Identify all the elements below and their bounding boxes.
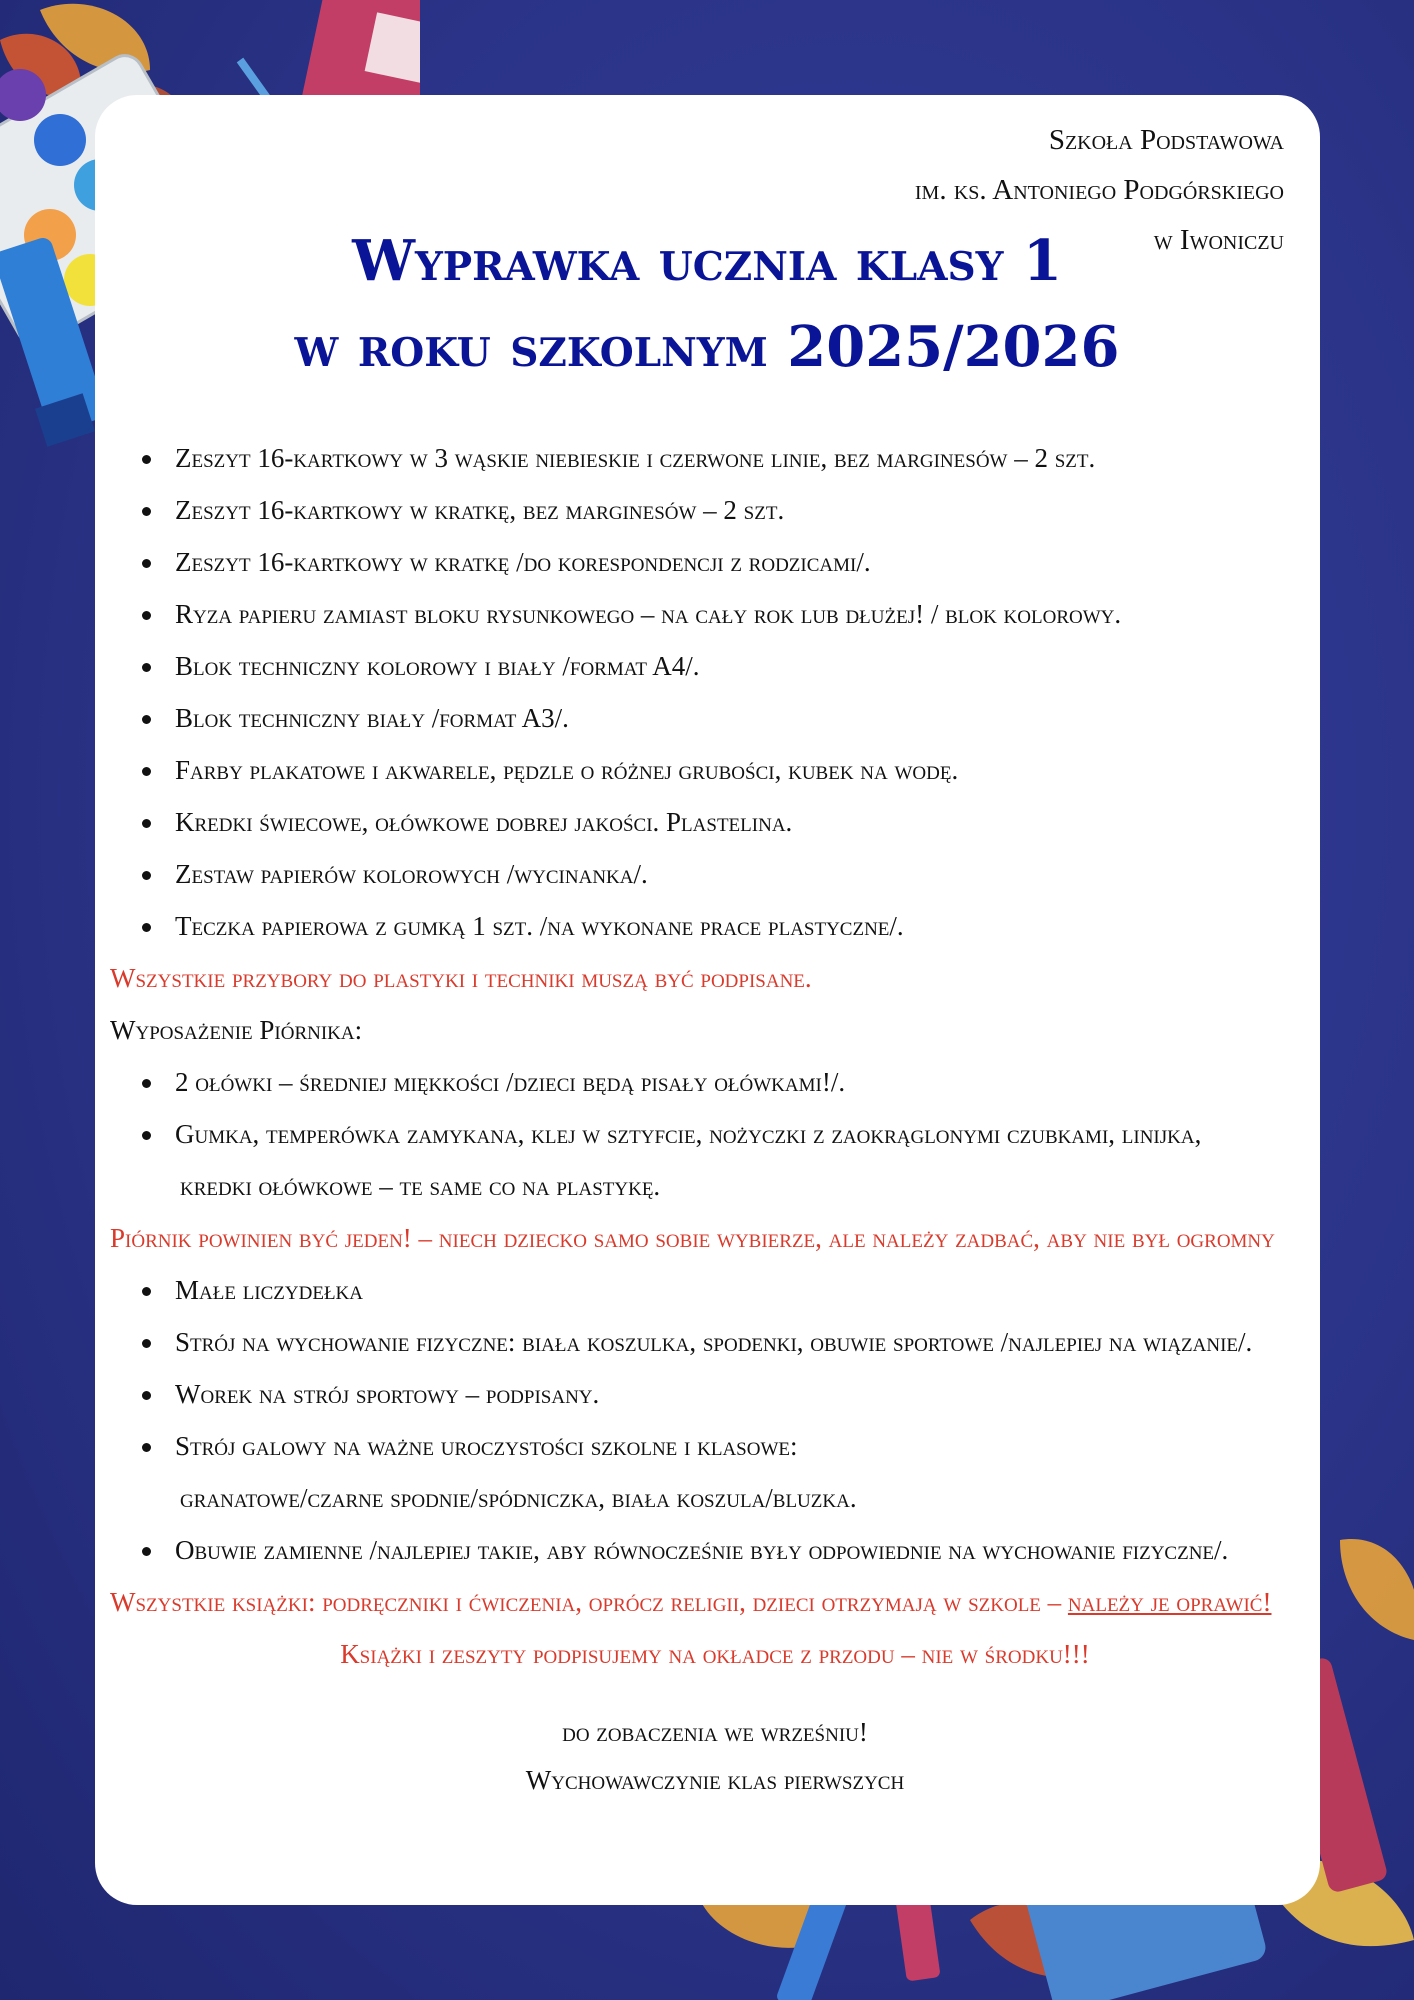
note-books [110,1576,1320,1628]
list-item: 2 ołówki – średniej miękkości /dzieci będą pisały ołówkami!/. [110,1056,1320,1108]
list-item: Gumka, temperówka zamykana, klej w sztyfcie, nożyczki z zaokrąglonymi czubkami, linijka, [110,1108,1320,1160]
list-item: Zestaw papierów kolorowych /wycinanka/. [110,848,1320,900]
list-item: Strój na wychowanie fizyczne: biała koszulka, spodenki, obuwie sportowe /najlepiej na wiązanie/. [110,1316,1320,1368]
list-item: Kredki świecowe, ołówkowe dobrej jakości. Plastelina. [110,796,1320,848]
list-item: Farby plakatowe i akwarele, pędzle o różnej grubości, kubek na wodę. [110,744,1320,796]
list-item: Strój galowy na ważne uroczystości szkolne i klasowe: [110,1420,1320,1472]
page-title-line-2: w roku szkolnym 2025/2026 [294,314,1120,380]
school-line-2: im. ks. Antoniego Podgórskiego [914,174,1284,206]
closing-line-2: Wychowawczynie klas pierwszych [525,1765,905,1795]
list-item: Teczka papierowa z gumką 1 szt. /na wykonane prace plastyczne/. [110,900,1320,952]
list-item-continuation: granatowe/czarne spodnie/spódniczka, biała koszula/bluzka. [180,1483,857,1513]
note-books-text: Wszystkie książki: podręczniki i ćwiczenia, oprócz religii, dzieci otrzymają w szkole – [110,1587,1068,1617]
list-item: Zeszyt 16-kartkowy w kratkę, bez marginesów – 2 szt. [110,484,1320,536]
supply-list [110,432,1320,1802]
note-sign-books: Książki i zeszyty podpisujemy na okładce z przodu – nie w środku!!! [340,1639,1090,1669]
list-item: Zeszyt 16-kartkowy w 3 wąskie niebieskie i czerwone linie, bez marginesów – 2 szt. [110,432,1320,484]
note-books-underlined: należy je oprawić! [1067,1587,1272,1617]
pencil-case-heading: Wyposażenie Piórnika: [110,1015,363,1045]
school-line-1: Szkoła Podstawowa [1048,124,1284,156]
page-title-line-1: Wyprawka ucznia klasy 1 [352,228,1062,294]
list-item: Blok techniczny biały /format A3/. [110,692,1320,744]
list-item-continuation: kredki ołówkowe – te same co na plastykę. [180,1171,661,1201]
note-pencil-case: Piórnik powinien być jeden! – niech dziecko samo sobie wybierze, ale należy zadbać, aby nie był ogromny [110,1223,1275,1253]
note-signed: Wszystkie przybory do plastyki i techniki muszą być podpisane. [110,963,812,993]
list-item: Ryza papieru zamiast bloku rysunkowego – na cały rok lub dłużej! / blok kolorowy. [110,588,1320,640]
list-item: Worek na strój sportowy – podpisany. [110,1368,1320,1420]
list-item: Obuwie zamienne /najlepiej takie, aby równocześnie były odpowiednie na wychowanie fizyczne/. [110,1524,1320,1576]
school-line-3: w Iwoniczu [1153,224,1284,256]
closing-line-1: do zobaczenia we wrześniu! [562,1717,868,1747]
list-item: Zeszyt 16-kartkowy w kratkę /do korespondencji z rodzicami/. [110,536,1320,588]
list-item: Małe liczydełka [110,1264,1320,1316]
list-item: Blok techniczny kolorowy i biały /format A4/. [110,640,1320,692]
